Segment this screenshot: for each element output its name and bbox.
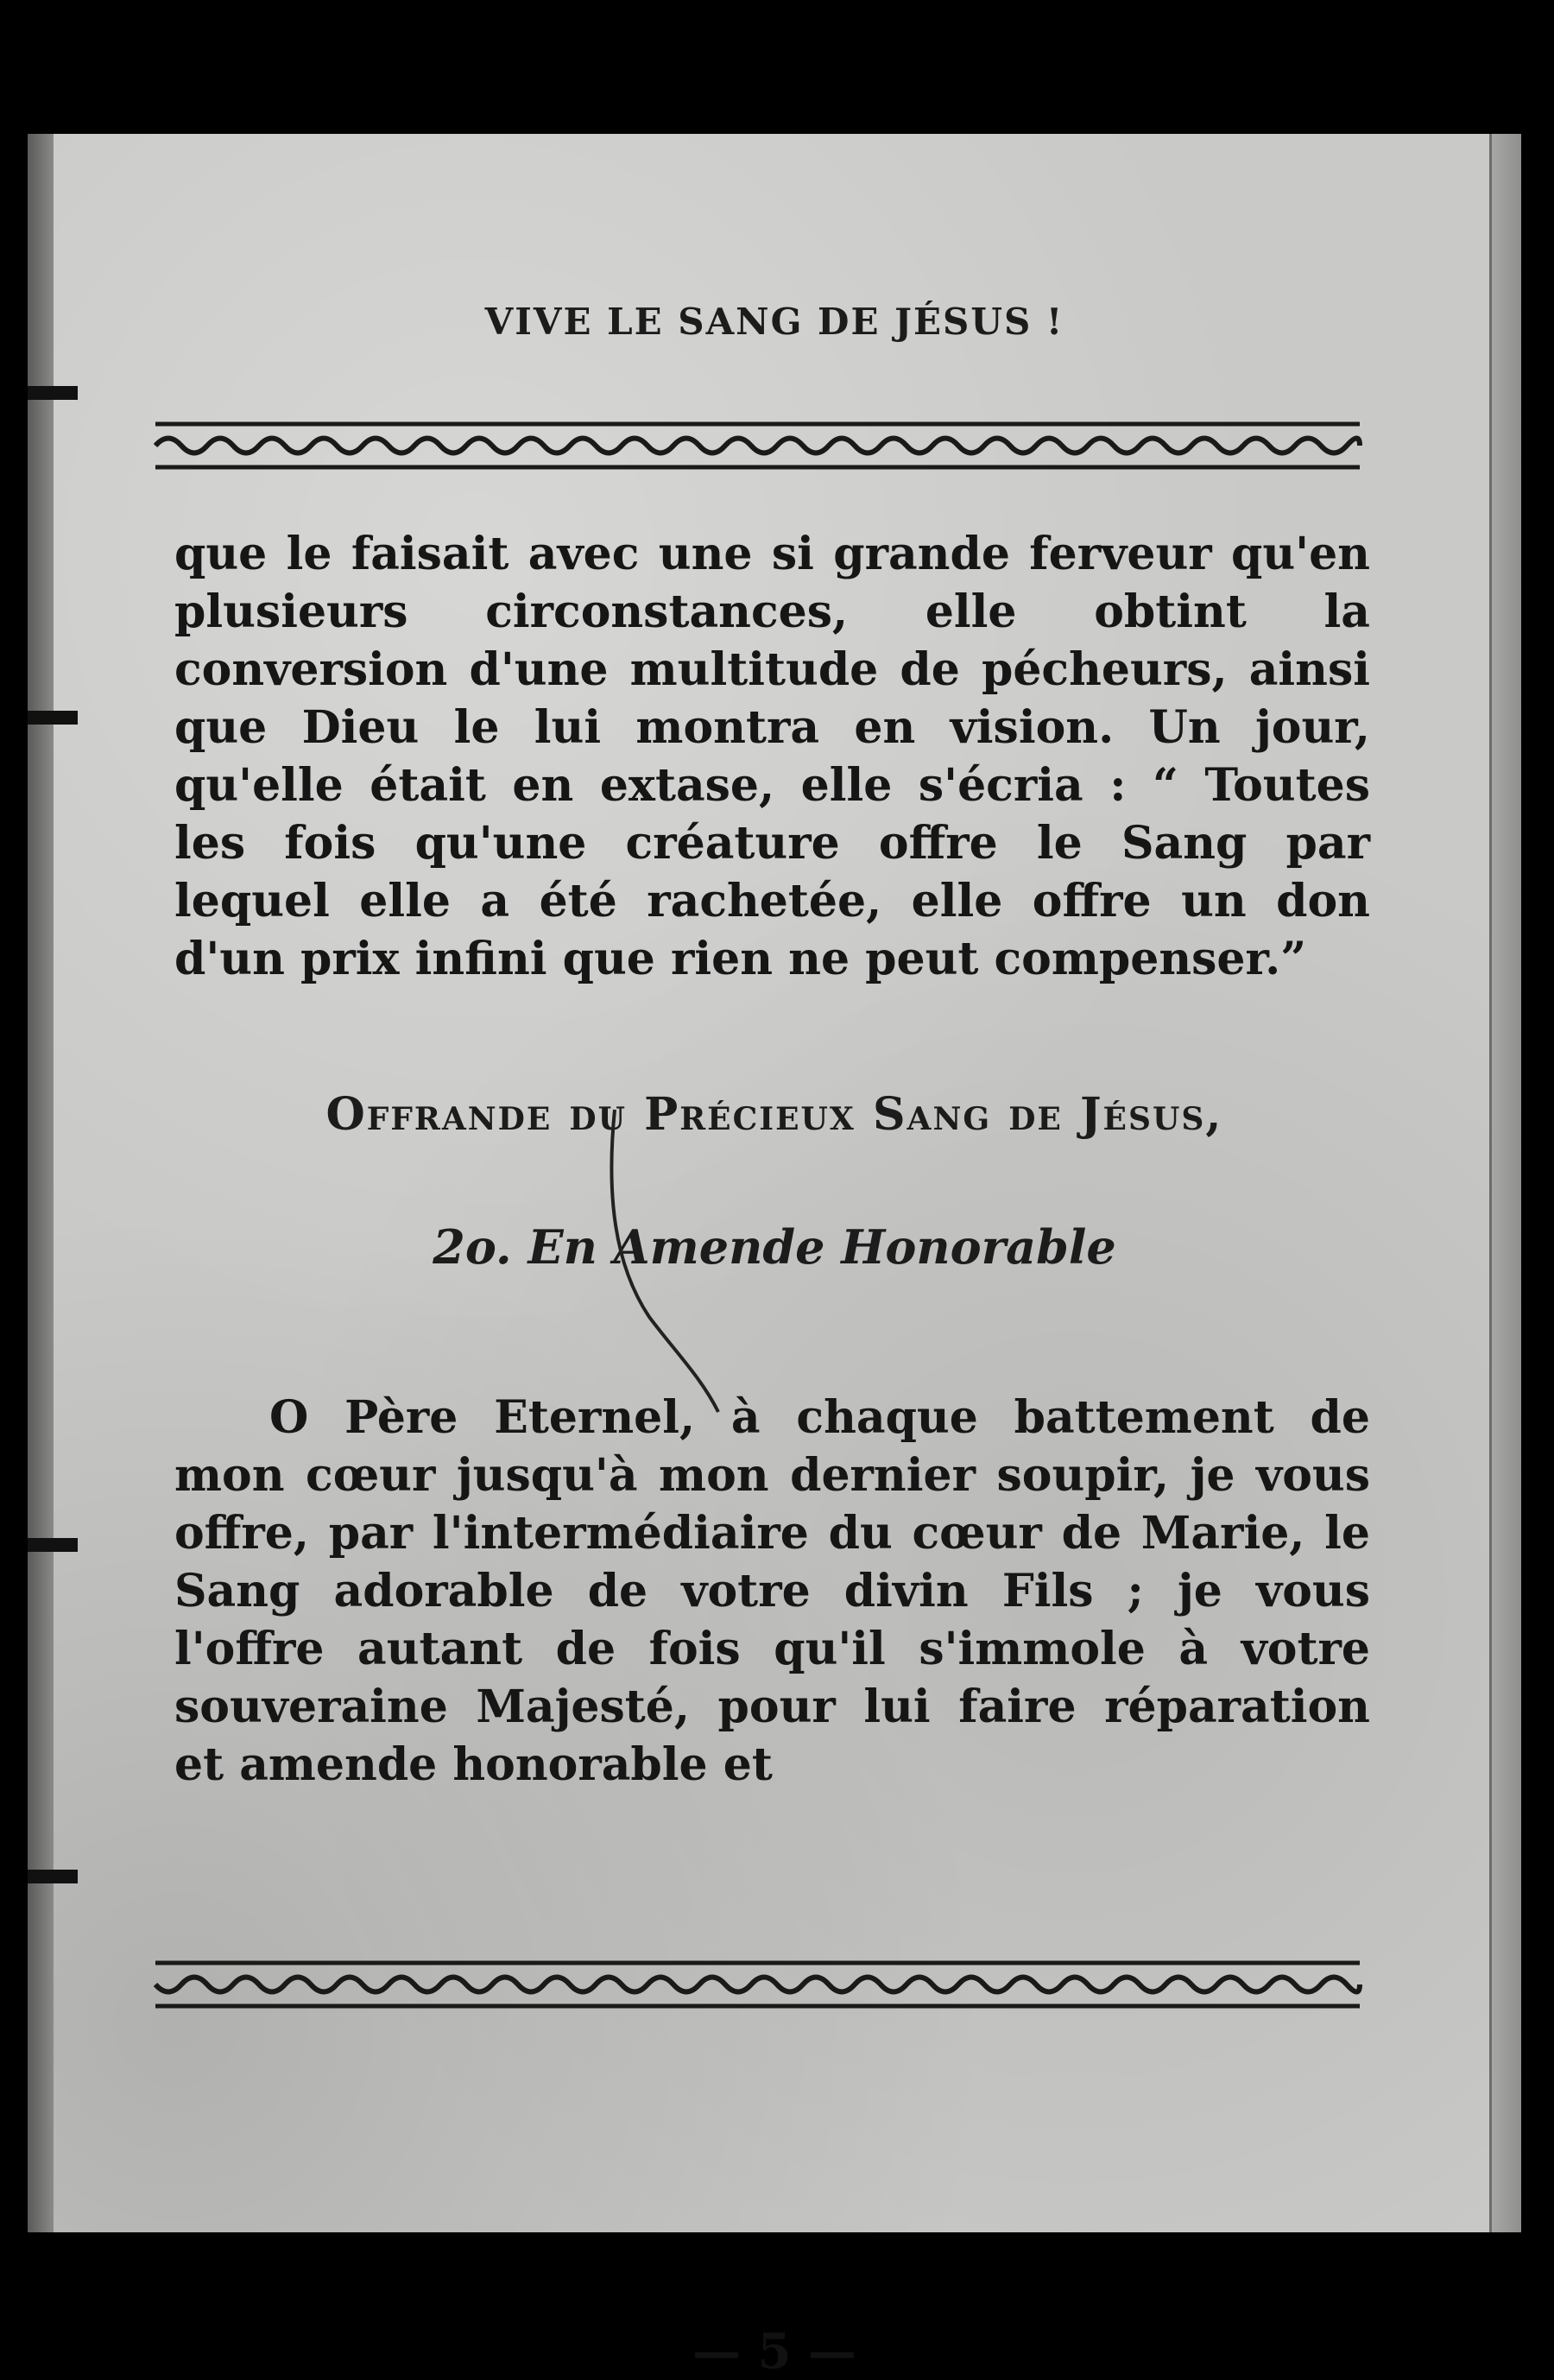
paragraph-1: que le faisait avec une si grande ferveur qu'en plusieurs circonstances, elle obtint la conversion d'une multitude de pécheurs, ainsi que Dieu le lui montra en vision. Un jour, qu'elle était en extase, elle s'écria : “ Toutes les fois qu'une créature offre le Sang par lequel elle a été rachetée, elle offre un don d'un prix infini que rien ne peut compenser.” [174, 528, 1370, 985]
book-page [28, 134, 1521, 2380]
binding-stitch [28, 1538, 78, 1552]
paragraph-2: O Père Eternel, à chaque battement de mon cœur jusqu'à mon dernier soupir, je vous offre, par l'intermédiaire du cœur de Marie, le Sang adorable de votre divin Fils ; je vous l'offre autant de fois qu'il s'immole à votre souveraine Majesté, pour lui faire réparation et amende honorable et [174, 1391, 1370, 1791]
page-edge [1489, 134, 1521, 2232]
section-title: Offrande du Précieux Sang de Jésus, [325, 1088, 1223, 1141]
page-number: — 5 — [692, 2323, 856, 2380]
running-head: VIVE LE SANG DE JÉSUS ! [484, 301, 1064, 343]
section-subtitle: 2o. En Amende Honorable [433, 1219, 1116, 1275]
page-binding [28, 134, 54, 2232]
top-ornament-border [155, 419, 1360, 472]
binding-stitch [28, 1870, 78, 1883]
binding-stitch [28, 386, 78, 400]
bottom-ornament-border [155, 1958, 1360, 2011]
binding-stitch [28, 711, 78, 725]
